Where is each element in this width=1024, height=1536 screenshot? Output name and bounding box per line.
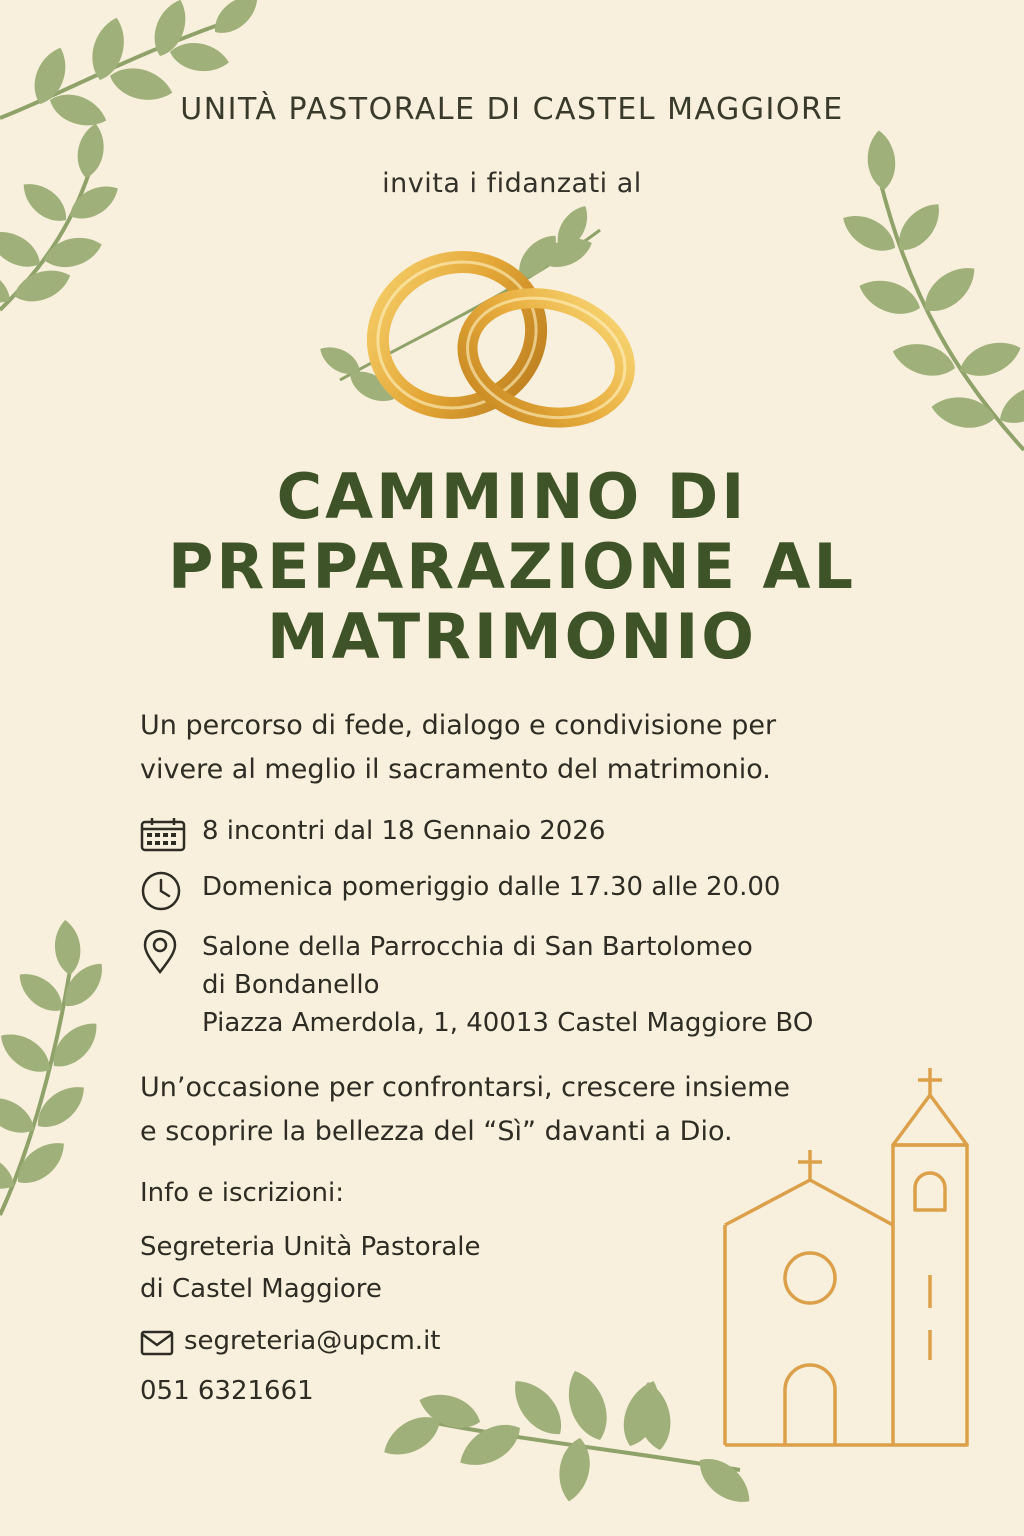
envelope-icon bbox=[140, 1330, 174, 1356]
closing-line-2: e scoprire la bellezza del “Sì” davanti a Dio. bbox=[140, 1116, 733, 1147]
page-title bbox=[0, 462, 1024, 672]
contact-heading: Info e iscrizioni: bbox=[140, 1178, 344, 1208]
calendar-icon bbox=[140, 816, 186, 852]
organization-name: UNITÀ PASTORALE DI CASTEL MAGGIORE bbox=[180, 92, 844, 127]
invitation-line: invita i fidanzati al bbox=[382, 168, 642, 199]
location-line-2: di Bondanello bbox=[202, 970, 380, 1000]
secretary-line-2: di Castel Maggiore bbox=[140, 1274, 382, 1304]
title-line-3: MATRIMONIO bbox=[266, 600, 758, 673]
church-icon bbox=[715, 1060, 975, 1460]
olive-branch-bottom-left bbox=[0, 919, 111, 1215]
location-text bbox=[202, 928, 813, 1042]
phone-number: 051 6321661 bbox=[140, 1376, 314, 1406]
secretary-line-1: Segreteria Unità Pastorale bbox=[140, 1232, 481, 1262]
schedule-text: Domenica pomeriggio dalle 17.30 alle 20.00 bbox=[202, 872, 781, 902]
olive-branch-left bbox=[0, 121, 124, 311]
intro-paragraph bbox=[140, 704, 920, 792]
title-line-1: CAMMINO DI bbox=[276, 460, 748, 533]
map-pin-icon bbox=[140, 928, 180, 976]
intro-line-1: Un percorso di fede, dialogo e condivisione per bbox=[140, 710, 777, 741]
olive-branch-bottom bbox=[377, 1365, 759, 1513]
intro-line-2: vivere al meglio il sacramento del matrimonio. bbox=[140, 754, 771, 785]
clock-icon bbox=[140, 870, 182, 912]
email-link[interactable]: segreteria@upcm.it bbox=[184, 1326, 441, 1356]
wedding-rings-icon bbox=[362, 240, 652, 440]
location-line-1: Salone della Parrocchia di San Bartolomeo bbox=[202, 932, 753, 962]
location-line-3: Piazza Amerdola, 1, 40013 Castel Maggiore BO bbox=[202, 1008, 814, 1038]
title-line-2: PREPARAZIONE AL bbox=[167, 530, 857, 603]
closing-line-1: Un’occasione per confrontarsi, crescere insieme bbox=[140, 1072, 791, 1103]
secretary-name bbox=[140, 1226, 480, 1310]
meetings-text: 8 incontri dal 18 Gennaio 2026 bbox=[202, 816, 606, 846]
